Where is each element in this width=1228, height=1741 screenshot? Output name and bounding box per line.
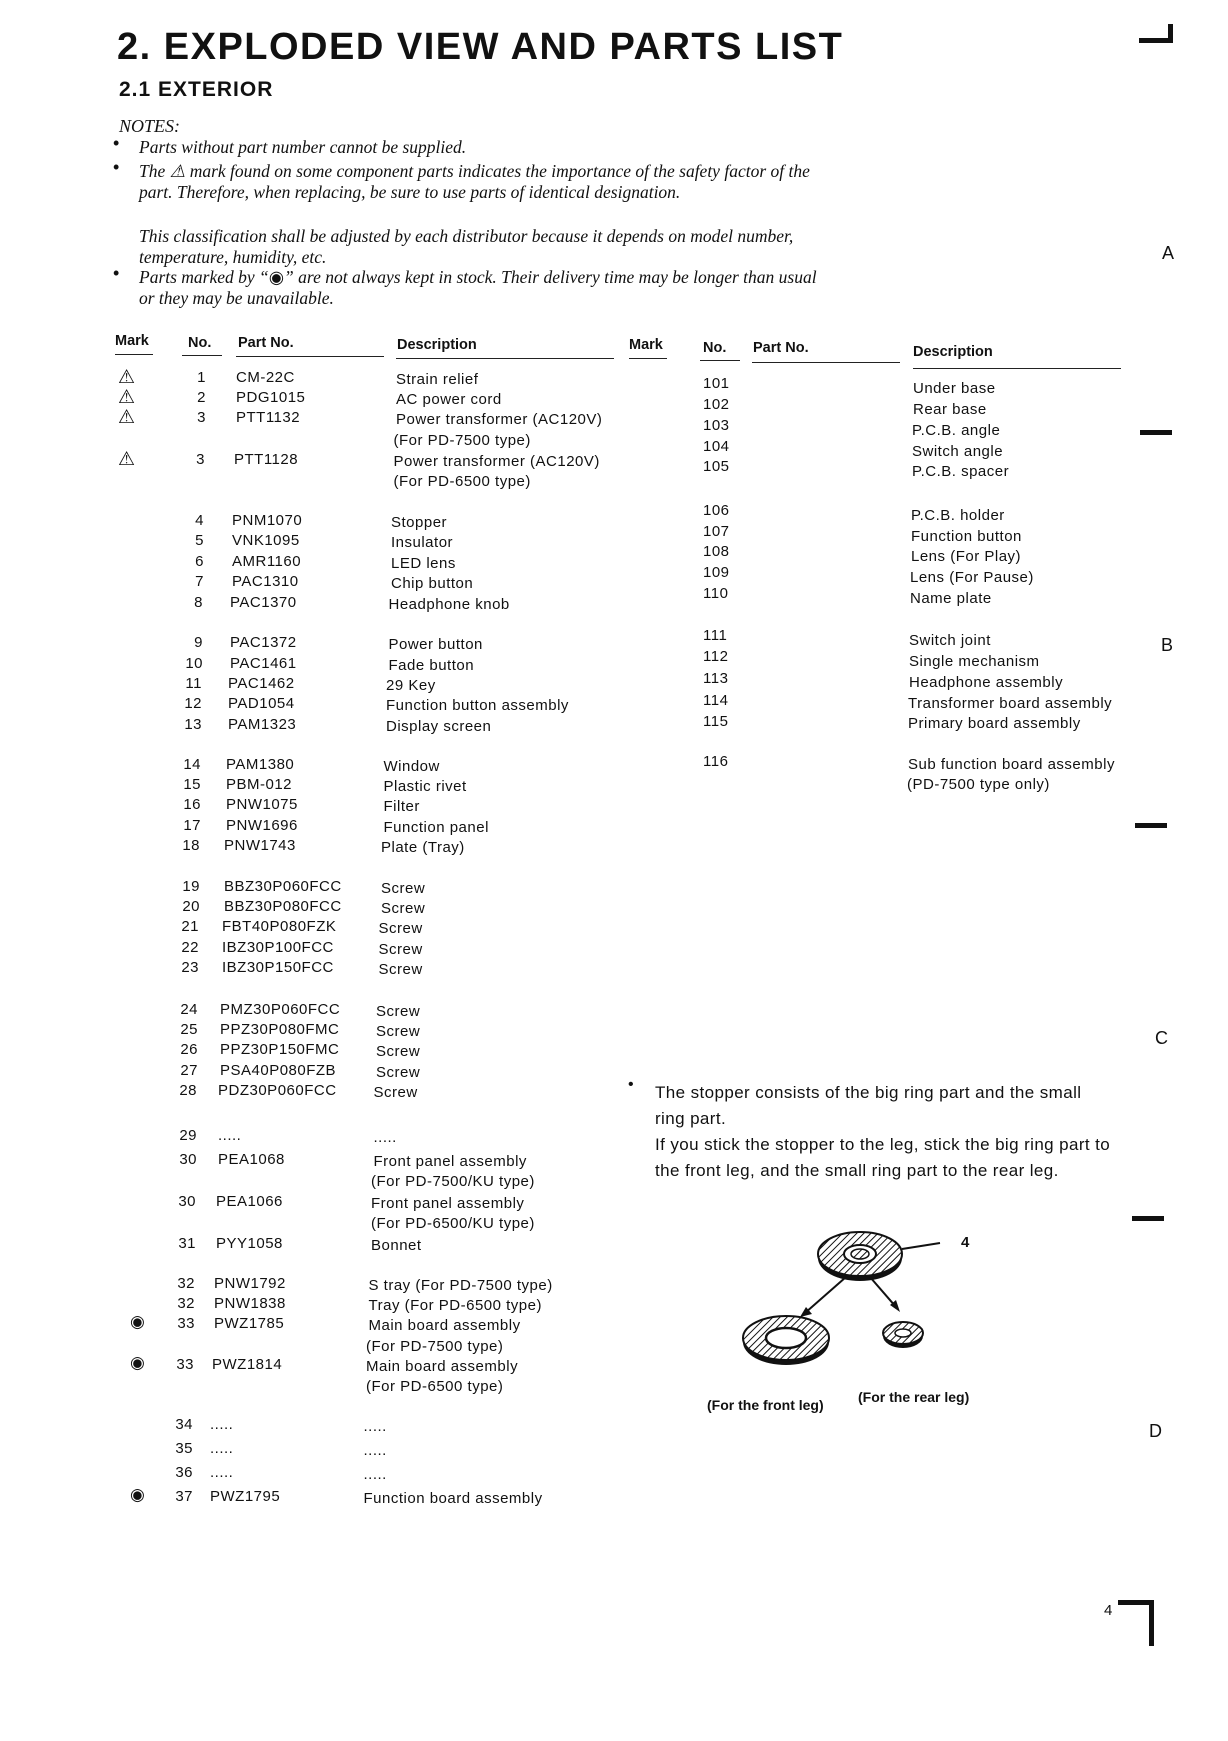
header-rule xyxy=(629,358,667,359)
part-description: 29 Key xyxy=(386,677,436,694)
header-mark: Mark xyxy=(115,333,149,349)
part-index: 107 xyxy=(703,523,730,540)
part-number: PWZ1785 xyxy=(214,1315,285,1332)
part-description: Screw xyxy=(376,1003,421,1020)
part-number: PTT1128 xyxy=(234,451,299,468)
edge-mark xyxy=(1135,823,1167,828)
part-number: PAC1372 xyxy=(230,634,297,651)
part-description: Single mechanism xyxy=(909,653,1040,670)
part-index: 115 xyxy=(703,713,729,730)
part-index: 11 xyxy=(185,675,202,692)
part-index: 37 xyxy=(175,1488,193,1505)
part-description: (For PD-7500 type) xyxy=(393,432,531,449)
part-description: (For PD-6500 type) xyxy=(393,473,531,490)
part-number: BBZ30P080FCC xyxy=(224,898,342,915)
header-rule xyxy=(182,355,222,356)
part-description: Strain relief xyxy=(396,371,479,388)
part-index: 14 xyxy=(183,756,201,773)
part-number: PWZ1795 xyxy=(210,1488,281,1505)
part-number: PMZ30P060FCC xyxy=(220,1001,341,1018)
header-part-no: Part No. xyxy=(238,335,294,351)
part-description: Lens (For Play) xyxy=(911,548,1022,565)
part-description: Screw xyxy=(378,941,423,958)
part-description: Sub function board assembly xyxy=(908,756,1115,773)
part-number: PAD1054 xyxy=(228,695,295,712)
part-description: Transformer board assembly xyxy=(908,695,1113,712)
part-index: 9 xyxy=(194,634,203,651)
part-index: 31 xyxy=(178,1235,196,1252)
part-number: PNW1792 xyxy=(214,1275,286,1292)
caption-front-leg: (For the front leg) xyxy=(707,1397,824,1413)
header-description: Description xyxy=(397,337,477,353)
part-number: VNK1095 xyxy=(232,532,300,549)
part-index: 21 xyxy=(181,918,199,935)
bullet-icon: • xyxy=(628,1076,634,1093)
part-index: 101 xyxy=(703,375,730,392)
part-number: PSA40P080FZB xyxy=(220,1062,337,1079)
part-index: 108 xyxy=(703,543,730,560)
big-ring xyxy=(743,1316,829,1365)
part-index: 111 xyxy=(703,627,728,644)
part-number: PNW1075 xyxy=(226,796,298,813)
part-number: ..... xyxy=(210,1440,234,1457)
small-ring xyxy=(883,1322,923,1348)
stopper-diagram xyxy=(730,1225,990,1375)
header-rule xyxy=(700,360,740,361)
part-number: PPZ30P080FMC xyxy=(220,1021,340,1038)
stopper-whole xyxy=(818,1232,902,1281)
part-description: Function board assembly xyxy=(363,1490,543,1507)
header-description-right: Description xyxy=(913,344,993,360)
part-index: 20 xyxy=(182,898,200,915)
caption-rear-leg: (For the rear leg) xyxy=(858,1389,970,1405)
part-description: Name plate xyxy=(910,590,992,607)
part-index: 114 xyxy=(703,692,729,709)
part-index: 35 xyxy=(175,1440,193,1457)
part-number: PTT1132 xyxy=(236,409,301,426)
margin-letter-a: A xyxy=(1162,243,1175,263)
margin-letter-d: D xyxy=(1149,1421,1162,1441)
part-index: 22 xyxy=(181,939,199,956)
part-index: 17 xyxy=(183,817,201,834)
corner-mark xyxy=(1149,1600,1154,1646)
part-number: PBM-012 xyxy=(226,776,293,793)
part-index: 3 xyxy=(197,409,206,426)
part-description: Tray (For PD-6500 type) xyxy=(368,1297,542,1314)
part-index: 4 xyxy=(195,512,204,529)
margin-letter-b: B xyxy=(1161,635,1174,655)
safety-warning-icon: ⚠ xyxy=(118,407,136,428)
part-description: (For PD-6500/KU type) xyxy=(371,1215,535,1232)
part-description: Plastic rivet xyxy=(383,778,467,795)
part-number: PDZ30P060FCC xyxy=(218,1082,337,1099)
part-number: ..... xyxy=(218,1127,242,1144)
part-description: Rear base xyxy=(913,401,987,418)
header-no: No. xyxy=(188,335,212,351)
part-index: 6 xyxy=(195,553,204,570)
part-index: 33 xyxy=(176,1356,194,1373)
part-index: 7 xyxy=(195,573,204,590)
part-description: Stopper xyxy=(391,514,448,531)
part-index: 30 xyxy=(179,1151,197,1168)
part-index: 32 xyxy=(177,1275,195,1292)
part-number: PNW1696 xyxy=(226,817,298,834)
header-no-right: No. xyxy=(703,340,727,356)
page-number: 4 xyxy=(1104,1602,1113,1619)
part-description: Power transformer (AC120V) xyxy=(393,453,600,470)
part-description: Insulator xyxy=(391,534,454,551)
part-index: 116 xyxy=(703,753,729,770)
part-number: IBZ30P150FCC xyxy=(222,959,334,976)
part-description: ..... xyxy=(363,1418,387,1435)
part-number: PNW1838 xyxy=(214,1295,286,1312)
not-stocked-mark-icon: ◉ xyxy=(130,1353,145,1372)
part-index: 1 xyxy=(197,369,206,386)
not-stocked-mark-icon: ◉ xyxy=(130,1312,145,1331)
part-description: Screw xyxy=(381,880,426,897)
edge-mark xyxy=(1132,1216,1164,1221)
part-number: PAC1370 xyxy=(230,594,297,611)
part-description: Main board assembly xyxy=(368,1317,521,1334)
part-index: 109 xyxy=(703,564,730,581)
part-description: Function button xyxy=(911,528,1022,545)
part-index: 15 xyxy=(183,776,201,793)
part-description: Main board assembly xyxy=(366,1358,519,1375)
stopper-note-2: If you stick the stopper to the leg, stick the big ring part to the front leg, and the small ring part to the rear leg. xyxy=(655,1135,1111,1180)
part-description: LED lens xyxy=(391,555,456,572)
header-rule xyxy=(913,368,1121,369)
part-index: 105 xyxy=(703,458,730,475)
section-title: 2.1 EXTERIOR xyxy=(119,78,274,101)
part-description: Switch joint xyxy=(909,632,991,649)
part-description: Bonnet xyxy=(371,1237,422,1254)
not-stocked-mark-icon: ◉ xyxy=(130,1485,145,1504)
part-number: PWZ1814 xyxy=(212,1356,283,1373)
part-number: PNW1743 xyxy=(224,837,296,854)
part-index: 10 xyxy=(185,655,203,672)
part-description: Chip button xyxy=(391,575,474,592)
part-description: Screw xyxy=(378,920,423,937)
part-description: Screw xyxy=(378,961,423,978)
part-description: Screw xyxy=(376,1064,421,1081)
part-index: 30 xyxy=(178,1193,196,1210)
part-number: PAM1380 xyxy=(226,756,295,773)
part-index: 110 xyxy=(703,585,729,602)
part-number: ..... xyxy=(210,1464,234,1481)
header-rule xyxy=(236,356,384,357)
part-index: 113 xyxy=(703,670,729,687)
part-index: 13 xyxy=(184,716,202,733)
safety-warning-icon: ⚠ xyxy=(118,367,136,388)
part-description: Under base xyxy=(913,380,996,397)
part-number: PEA1068 xyxy=(218,1151,285,1168)
part-description: Plate (Tray) xyxy=(381,839,465,856)
part-description: Power button xyxy=(388,636,483,653)
edge-mark xyxy=(1168,24,1173,43)
bullet-icon: • xyxy=(113,157,120,177)
part-index: 3 xyxy=(196,451,205,468)
note-4: Parts marked by “◉” are not always kept in stock. Their delivery time may be longer than usual or they may be unavailable. xyxy=(139,267,817,308)
part-number: PAC1461 xyxy=(230,655,297,672)
header-rule xyxy=(396,358,614,359)
part-number: AMR1160 xyxy=(232,553,302,570)
part-index: 23 xyxy=(181,959,199,976)
part-index: 27 xyxy=(180,1062,198,1079)
note-1: Parts without part number cannot be supplied. xyxy=(139,137,467,157)
part-index: 103 xyxy=(703,417,730,434)
part-number: PEA1066 xyxy=(216,1193,283,1210)
arrow-left xyxy=(805,1277,846,1313)
part-description: Lens (For Pause) xyxy=(910,569,1034,586)
part-description: ..... xyxy=(363,1466,387,1483)
part-index: 18 xyxy=(182,837,200,854)
part-description: Fade button xyxy=(388,657,475,674)
callout-number: 4 xyxy=(961,1234,970,1251)
part-description: Front panel assembly xyxy=(373,1153,527,1170)
part-index: 26 xyxy=(180,1041,198,1058)
part-number: IBZ30P100FCC xyxy=(222,939,334,956)
part-number: PDG1015 xyxy=(236,389,306,406)
stopper-note-1: The stopper consists of the big ring part and the small ring part. xyxy=(655,1083,1082,1128)
part-description: Headphone assembly xyxy=(909,674,1064,691)
part-index: 16 xyxy=(183,796,201,813)
part-description: P.C.B. angle xyxy=(912,422,1001,439)
part-number: FBT40P080FZK xyxy=(222,918,337,935)
part-index: 36 xyxy=(175,1464,193,1481)
part-description: Screw xyxy=(376,1023,421,1040)
edge-mark xyxy=(1140,430,1172,435)
part-description: ..... xyxy=(363,1442,387,1459)
part-index: 24 xyxy=(180,1001,198,1018)
part-index: 32 xyxy=(177,1295,195,1312)
part-description: ..... xyxy=(373,1129,397,1146)
part-description: Screw xyxy=(376,1043,421,1060)
notes-heading: NOTES: xyxy=(119,116,181,136)
part-number: PNM1070 xyxy=(232,512,303,529)
part-index: 29 xyxy=(179,1127,197,1144)
part-index: 25 xyxy=(180,1021,198,1038)
part-index: 106 xyxy=(703,502,730,519)
part-description: (PD-7500 type only) xyxy=(907,776,1050,793)
note-3: This classification shall be adjusted by each distributor because it depends on model number, temperature, humidity, etc. xyxy=(139,226,794,267)
part-description: Headphone knob xyxy=(388,596,510,613)
part-number: PAM1323 xyxy=(228,716,297,733)
part-description: Power transformer (AC120V) xyxy=(396,411,603,428)
part-description: P.C.B. spacer xyxy=(912,463,1010,480)
part-description: Primary board assembly xyxy=(908,715,1081,732)
part-index: 34 xyxy=(175,1416,193,1433)
header-mark-right: Mark xyxy=(629,337,663,353)
part-description: (For PD-7500/KU type) xyxy=(371,1173,535,1190)
part-index: 19 xyxy=(182,878,200,895)
part-index: 2 xyxy=(197,389,206,406)
part-index: 104 xyxy=(703,438,730,455)
part-index: 33 xyxy=(177,1315,195,1332)
part-number: BBZ30P060FCC xyxy=(224,878,342,895)
part-description: P.C.B. holder xyxy=(911,507,1005,524)
part-number: PPZ30P150FMC xyxy=(220,1041,340,1058)
part-index: 112 xyxy=(703,648,729,665)
callout-leader xyxy=(902,1243,940,1249)
header-part-no-right: Part No. xyxy=(753,340,809,356)
part-description: Function button assembly xyxy=(386,697,569,714)
part-number: PAC1310 xyxy=(232,573,299,590)
page-title: 2. EXPLODED VIEW AND PARTS LIST xyxy=(117,26,844,68)
part-index: 8 xyxy=(194,594,203,611)
part-index: 12 xyxy=(184,695,202,712)
part-description: AC power cord xyxy=(396,391,502,408)
part-number: PYY1058 xyxy=(216,1235,283,1252)
bullet-icon: • xyxy=(113,263,120,283)
header-rule xyxy=(115,354,153,355)
part-number: PAC1462 xyxy=(228,675,295,692)
part-index: 28 xyxy=(179,1082,197,1099)
safety-warning-icon: ⚠ xyxy=(118,449,136,470)
part-index: 102 xyxy=(703,396,730,413)
part-description: Screw xyxy=(381,900,426,917)
part-description: (For PD-6500 type) xyxy=(366,1378,504,1395)
safety-warning-icon: ⚠ xyxy=(118,387,136,408)
part-description: Window xyxy=(383,758,440,775)
part-number: ..... xyxy=(210,1416,234,1433)
arrow-right xyxy=(870,1277,896,1307)
part-number: CM-22C xyxy=(236,369,295,386)
note-2: The ⚠ mark found on some component parts indicates the importance of the safety factor of the part. Therefore, when replacing, be sure to use parts of identical designation. xyxy=(139,161,810,202)
part-description: (For PD-7500 type) xyxy=(366,1338,504,1355)
part-description: Filter xyxy=(383,798,420,815)
part-description: Screw xyxy=(373,1084,418,1101)
part-description: Display screen xyxy=(386,718,492,735)
part-description: Function panel xyxy=(383,819,489,836)
header-rule xyxy=(752,362,900,363)
part-description: S tray (For PD-7500 type) xyxy=(368,1277,553,1294)
bullet-icon: • xyxy=(113,133,120,153)
part-index: 5 xyxy=(195,532,204,549)
part-description: Front panel assembly xyxy=(371,1195,525,1212)
part-description: Switch angle xyxy=(912,443,1004,460)
margin-letter-c: C xyxy=(1155,1028,1168,1048)
